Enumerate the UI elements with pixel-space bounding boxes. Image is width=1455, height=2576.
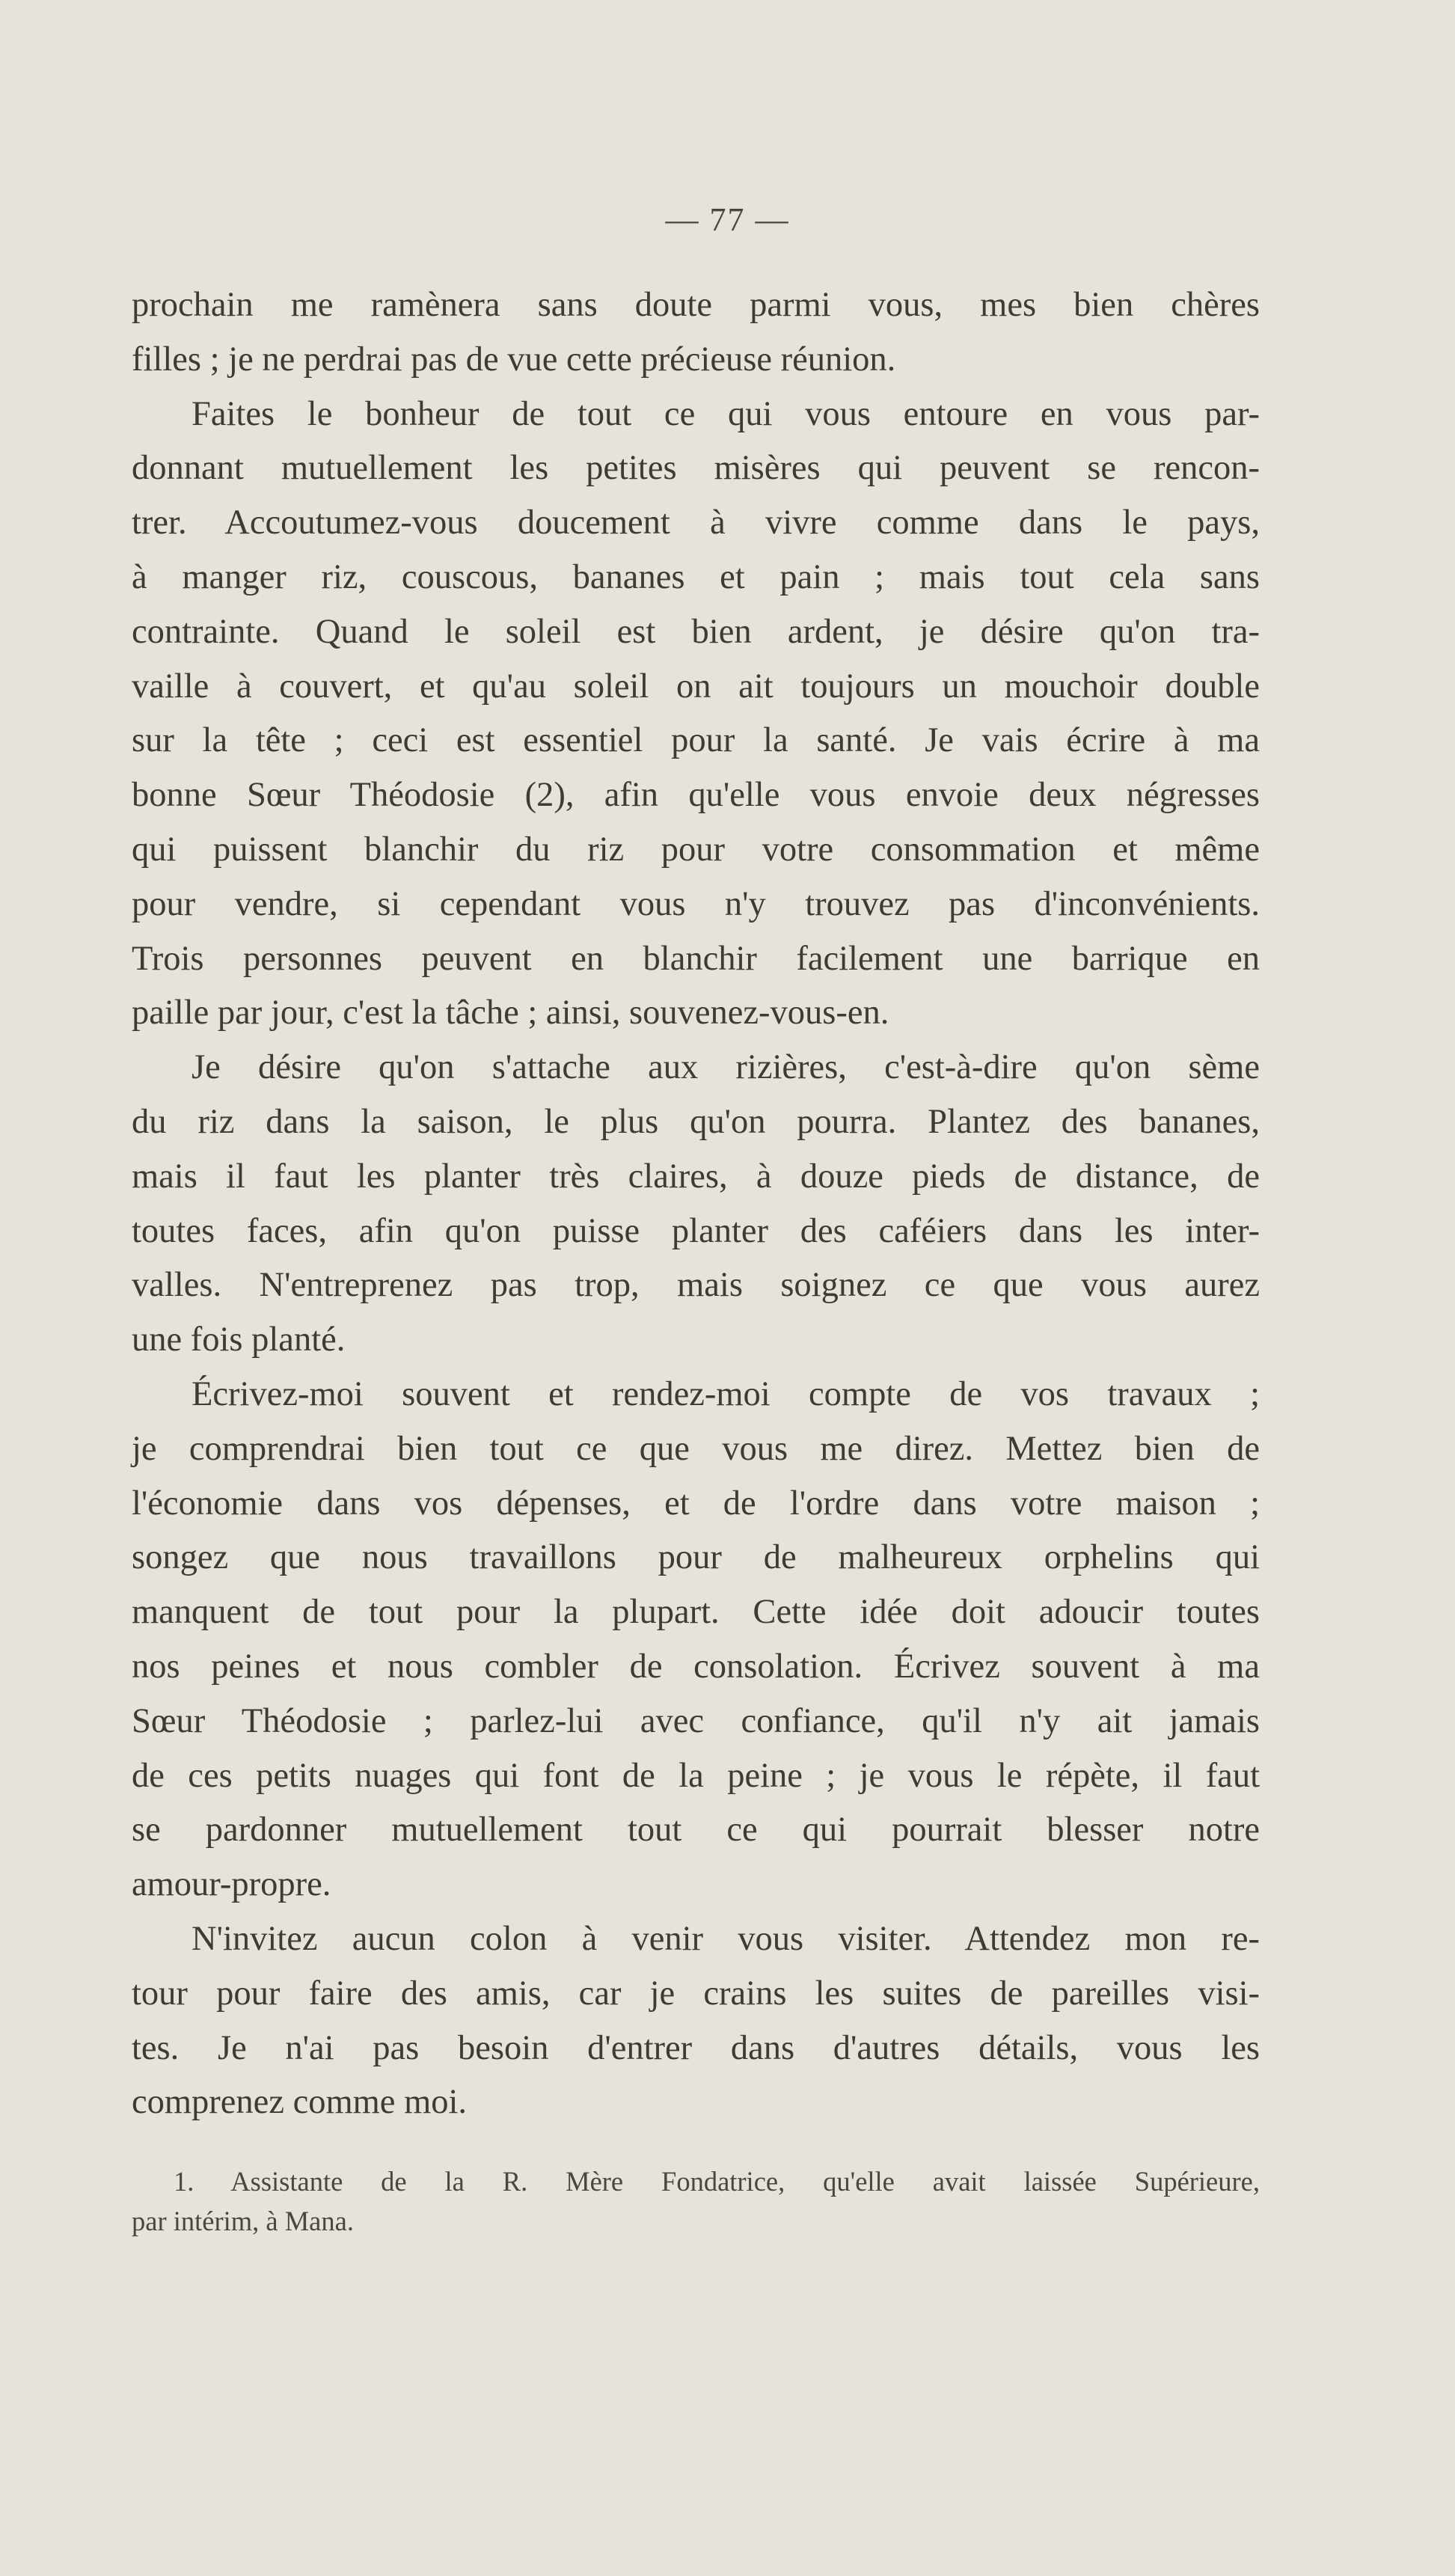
text-line: du riz dans la saison, le plus qu'on pourra. Plantez des bananes, — [132, 1102, 1260, 1141]
text-line: prochain me ramènera sans doute parmi vous, mes bien chères — [132, 286, 1260, 324]
text-line: contrainte. Quand le soleil est bien ardent, je désire qu'on tra- — [132, 612, 1260, 651]
text-line: amour-propre. — [132, 1865, 331, 1904]
text-line: Faites le bonheur de tout ce qui vous entoure en vous par- — [192, 394, 1260, 433]
text-line: tes. Je n'ai pas besoin d'entrer dans d'autres détails, vous les — [132, 2028, 1260, 2067]
text-line: bonne Sœur Théodosie (2), afin qu'elle vous envoie deux négresses — [132, 776, 1260, 815]
text-line: nos peines et nous combler de consolation. Écrivez souvent à ma — [132, 1647, 1260, 1686]
text-line: manquent de tout pour la plupart. Cette idée doit adoucir toutes — [132, 1593, 1260, 1632]
body-text — [132, 278, 1260, 2130]
text-line: tour pour faire des amis, car je crains les suites de pareilles visi- — [132, 1974, 1260, 2013]
text-line: N'invitez aucun colon à venir vous visiter. Attendez mon re- — [192, 1919, 1260, 1958]
text-line: paille par jour, c'est la tâche ; ainsi, souvenez-vous-en. — [132, 994, 889, 1032]
text-line: pour vendre, si cependant vous n'y trouvez pas d'inconvénients. — [132, 884, 1260, 923]
text-line: Trois personnes peuvent en blanchir facilement une barrique en — [132, 939, 1260, 978]
footnote-line: 1. Assistante de la R. Mère Fondatrice, qu'elle avait laissée Supérieure, — [174, 2166, 1260, 2197]
text-line: une fois planté. — [132, 1321, 346, 1359]
text-line: donnant mutuellement les petites misères qui peuvent se rencon- — [132, 449, 1260, 488]
text-line: trer. Accoutumez-vous doucement à vivre comme dans le pays, — [132, 504, 1260, 542]
footnote — [132, 2162, 1260, 2241]
page-number: — 77 — — [665, 201, 790, 238]
text-line: de ces petits nuages qui font de la peine ; je vous le répète, il faut — [132, 1756, 1260, 1795]
text-line: à manger riz, couscous, bananes et pain ; mais tout cela sans — [132, 557, 1260, 596]
text-line: vaille à couvert, et qu'au soleil on ait toujours un mouchoir double — [132, 667, 1260, 706]
text-line: mais il faut les planter très claires, à douze pieds de distance, de — [132, 1157, 1260, 1196]
text-line: songez que nous travaillons pour de malheureux orphelins qui — [132, 1538, 1260, 1577]
text-line: sur la tête ; ceci est essentiel pour la santé. Je vais écrire à ma — [132, 721, 1260, 760]
text-line: filles ; je ne perdrai pas de vue cette précieuse réunion. — [132, 340, 896, 379]
footnote-line: par intérim, à Mana. — [132, 2206, 354, 2236]
text-line: Sœur Théodosie ; parlez-lui avec confiance, qu'il n'y ait jamais — [132, 1701, 1260, 1740]
text-line: qui puissent blanchir du riz pour votre consommation et même — [132, 830, 1260, 869]
text-line: Écrivez-moi souvent et rendez-moi compte de vos travaux ; — [192, 1374, 1260, 1413]
text-line: comprenez comme moi. — [132, 2083, 468, 2122]
text-line: je comprendrai bien tout ce que vous me direz. Mettez bien de — [132, 1429, 1260, 1468]
text-line: Je désire qu'on s'attache aux rizières, c'est-à-dire qu'on sème — [192, 1048, 1260, 1087]
text-line: toutes faces, afin qu'on puisse planter des caféiers dans les inter- — [132, 1211, 1260, 1250]
text-line: valles. N'entreprenez pas trop, mais soignez ce que vous aurez — [132, 1266, 1260, 1305]
text-line: l'économie dans vos dépenses, et de l'ordre dans votre maison ; — [132, 1484, 1260, 1523]
text-line: se pardonner mutuellement tout ce qui pourrait blesser notre — [132, 1811, 1260, 1850]
